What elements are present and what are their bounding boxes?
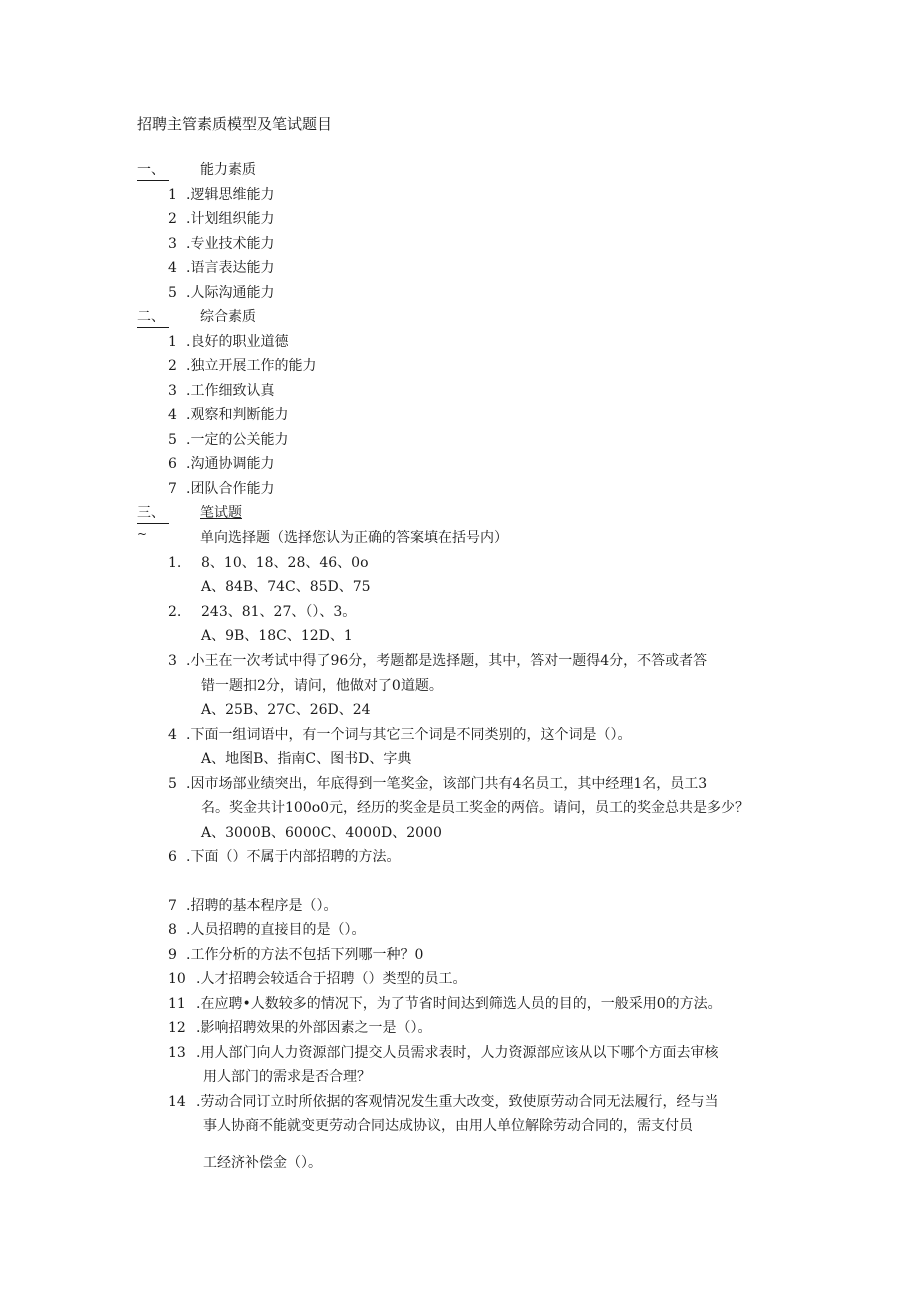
question-text: 8、10、18、28、46、0o	[201, 555, 369, 571]
list-item: .专业技术能力	[186, 236, 275, 252]
list-item-number: 3	[168, 236, 177, 252]
question-text-continued: 名。奖金共计100o0元，经历的奖金是员工奖金的两倍。请问，员工的奖金总共是多少？	[201, 800, 750, 816]
question-options: A、9B、18C、12D、1	[201, 628, 353, 644]
list-item-number: 4	[168, 260, 177, 276]
question-number: 5	[168, 776, 177, 792]
question-number: 9	[168, 947, 177, 963]
question-number: 14	[168, 1094, 186, 1110]
question-number: 6	[168, 849, 177, 865]
list-item-number: 7	[168, 481, 177, 497]
question-options: A、84B、74C、85D、75	[201, 579, 371, 595]
list-item: .一定的公关能力	[186, 432, 289, 448]
section-subtitle: 单向选择题（选择您认为正确的答案填在括号内）	[200, 530, 508, 546]
question-number: 13	[168, 1045, 186, 1061]
question-number: 12	[168, 1020, 186, 1036]
list-item: .独立开展工作的能力	[186, 358, 317, 374]
question-text: .招聘的基本程序是（）。	[186, 898, 338, 914]
question-number: 2.	[168, 604, 182, 620]
list-item-number: 3	[168, 383, 177, 399]
question-text: .人员招聘的直接目的是（）。	[186, 922, 366, 938]
question-text: .下面一组词语中，有一个词与其它三个词是不同类别的，这个词是（）。	[186, 727, 632, 743]
list-item: .观察和判断能力	[186, 407, 289, 423]
question-text-continued: 错一题扣2分，请问，他做对了0道题。	[201, 678, 443, 694]
question-text: 243、81、27、（）、3。	[201, 604, 357, 620]
list-item: .语言表达能力	[186, 260, 275, 276]
list-item: .逻辑思维能力	[186, 187, 275, 203]
list-item-number: 2	[168, 358, 177, 374]
list-item: .人际沟通能力	[186, 285, 275, 301]
section-number: 二、	[137, 307, 169, 328]
list-item: .计划组织能力	[186, 211, 275, 227]
question-text: .在应聘•人数较多的情况下，为了节省时间达到筛选人员的目的，一般采用0的方法。	[196, 996, 722, 1012]
question-options: A、25B、27C、26D、24	[201, 702, 371, 718]
list-item-number: 5	[168, 285, 177, 301]
question-text: .因市场部业绩突出，年底得到一笔奖金，该部门共有4名员工，其中经理1名，员工3	[186, 776, 708, 792]
list-item-number: 6	[168, 456, 177, 472]
question-number: 1.	[168, 555, 182, 571]
list-item-number: 1	[168, 187, 177, 203]
question-text-continued: 工经济补偿金（）。	[203, 1155, 322, 1171]
question-text-continued: 用人部门的需求是否合理？	[203, 1069, 371, 1085]
section-mark: ~	[137, 527, 148, 541]
list-item-number: 2	[168, 211, 177, 227]
question-number: 3	[168, 653, 177, 669]
question-text: .人才招聘会较适合于招聘（）类型的员工。	[196, 971, 467, 987]
section-title: 综合素质	[200, 309, 256, 325]
question-text: .用人部门向人力资源部门提交人员需求表时，人力资源部应该从以下哪个方面去审核	[196, 1045, 719, 1061]
list-item: .沟通协调能力	[186, 456, 275, 472]
list-item: .工作细致认真	[186, 383, 275, 399]
list-item-number: 4	[168, 407, 177, 423]
question-text-continued: 事人协商不能就变更劳动合同达成协议，由用人单位解除劳动合同的，需支付员	[203, 1118, 693, 1134]
question-text: .工作分析的方法不包括下列哪一种？0	[186, 947, 424, 963]
question-text: .下面（）不属于内部招聘的方法。	[186, 849, 401, 865]
list-item-number: 1	[168, 334, 177, 350]
list-item: .团队合作能力	[186, 481, 275, 497]
question-number: 7	[168, 898, 177, 914]
list-item: .良好的职业道德	[186, 334, 289, 350]
question-number: 8	[168, 922, 177, 938]
section-title: 笔试题	[200, 505, 242, 521]
question-number: 11	[168, 996, 186, 1012]
page-title: 招聘主管素质模型及笔试题目	[137, 115, 333, 133]
question-number: 4	[168, 727, 177, 743]
section-number: 一、	[137, 160, 169, 181]
question-number: 10	[168, 971, 186, 987]
question-text: .影响招聘效果的外部因素之一是（）。	[196, 1020, 432, 1036]
question-text: .小王在一次考试中得了96分，考题都是选择题，其中，答对一题得4分，不答或者答	[186, 653, 708, 669]
question-options: A、3000B、6000C、4000D、2000	[201, 825, 442, 841]
question-options: A、地图B、指南C、图书D、字典	[201, 751, 412, 767]
list-item-number: 5	[168, 432, 177, 448]
question-text: .劳动合同订立时所依据的客观情况发生重大改变，致使原劳动合同无法履行，经与当	[196, 1094, 719, 1110]
section-number: 三、	[137, 503, 169, 524]
section-title: 能力素质	[200, 162, 256, 178]
